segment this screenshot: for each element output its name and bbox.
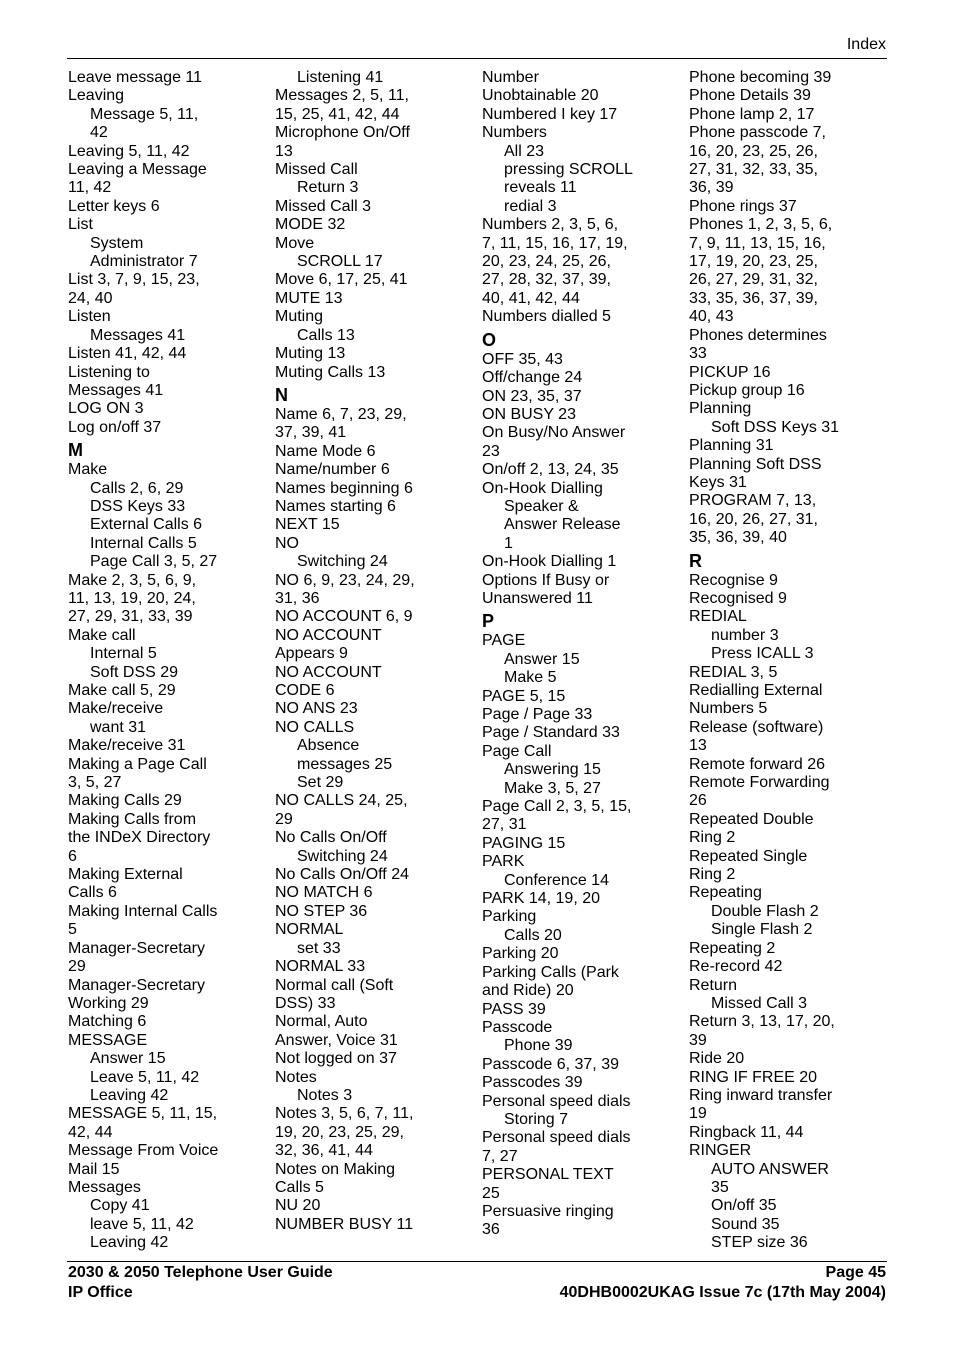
index-entry: 33, 35, 36, 37, 39, <box>689 289 818 307</box>
index-entry: Passcode 6, 37, 39 <box>482 1055 619 1073</box>
index-subentry: Switching 24 <box>297 847 388 865</box>
index-entry: Numbers 2, 3, 5, 6, <box>482 216 619 234</box>
index-letter-heading: O <box>482 329 497 350</box>
index-subentry: Notes 3 <box>297 1086 353 1104</box>
index-subentry: Press ICALL 3 <box>711 645 814 663</box>
index-entry: ON BUSY 23 <box>482 405 576 423</box>
index-entry: PAGE 5, 15 <box>482 687 566 705</box>
index-entry: Notes 3, 5, 6, 7, 11, <box>275 1105 414 1123</box>
index-entry: Listening to <box>68 363 150 381</box>
index-subentry: Single Flash 2 <box>711 921 813 939</box>
index-entry: 35, 36, 39, 40 <box>689 529 787 547</box>
index-entry: OFF 35, 43 <box>482 350 563 368</box>
index-entry: 20, 23, 24, 25, 26, <box>482 253 611 271</box>
section-header: Index <box>846 36 886 53</box>
index-entry: Making External <box>68 866 183 884</box>
index-entry: MESSAGE <box>68 1031 148 1049</box>
index-letter-heading: P <box>482 611 495 632</box>
index-subentry: External Calls 6 <box>90 516 203 534</box>
index-entry: Phone rings 37 <box>689 197 797 215</box>
index-entry: Phone passcode 7, <box>689 124 826 142</box>
index-entry: Return <box>689 976 738 994</box>
index-letter-heading: M <box>68 440 83 461</box>
index-subentry: Make 3, 5, 27 <box>504 779 601 797</box>
index-entry: Manager-Secretary <box>68 939 205 957</box>
index-subentry: Soft DSS Keys 31 <box>711 418 840 436</box>
index-entry: DSS) 33 <box>275 994 336 1012</box>
index-entry: 16, 20, 26, 27, 31, <box>689 510 818 528</box>
index-subentry: STEP size 36 <box>711 1234 808 1252</box>
index-entry: Planning Soft DSS <box>689 455 822 473</box>
index-entry: Listen <box>68 308 111 326</box>
index-entry: Off/change 24 <box>482 369 583 387</box>
index-entry: Messages <box>68 1178 141 1196</box>
index-entry: Recognised 9 <box>689 589 787 607</box>
index-entry: On-Hook Dialling 1 <box>482 553 617 571</box>
index-entry: 16, 20, 23, 25, 26, <box>689 142 818 160</box>
index-entry: Personal speed dials <box>482 1129 631 1147</box>
index-column-1 <box>68 69 268 1253</box>
header-rule <box>67 58 887 59</box>
index-entry: 27, 31, 32, 33, 35, <box>689 161 818 179</box>
index-entry: 27, 28, 32, 37, 39, <box>482 271 611 289</box>
index-entry: Page Call 2, 3, 5, 15, <box>482 798 632 816</box>
index-entry: 33 <box>689 345 707 363</box>
index-subentry: SCROLL 17 <box>297 253 383 271</box>
index-subentry: Page Call 3, 5, 27 <box>90 553 218 571</box>
index-subentry: pressing SCROLL <box>504 161 633 179</box>
index-subentry: Administrator 7 <box>90 253 198 271</box>
index-subentry: Leaving 42 <box>90 1234 169 1252</box>
index-entry: Not logged on 37 <box>275 1050 397 1068</box>
index-entry: Ring 2 <box>689 866 736 884</box>
index-entry: Repeating <box>689 884 762 902</box>
index-subentry: Conference 14 <box>504 871 609 889</box>
index-entry: 19, 20, 23, 25, 29, <box>275 1123 404 1141</box>
index-entry: NO MATCH 6 <box>275 884 373 902</box>
index-entry: Options If Busy or <box>482 571 610 589</box>
index-entry: Planning 31 <box>689 437 774 455</box>
page-number: Page 45 <box>825 1264 886 1281</box>
index-entry: Release (software) <box>689 718 824 736</box>
index-entry: NO ACCOUNT 6, 9 <box>275 608 413 626</box>
index-entry: NO ANS 23 <box>275 700 358 718</box>
index-subentry: leave 5, 11, 42 <box>90 1215 194 1233</box>
index-entry: Unanswered 11 <box>482 589 593 607</box>
index-entry: Page / Page 33 <box>482 706 593 723</box>
index-entry: 32, 36, 41, 44 <box>275 1142 373 1160</box>
index-entry: Messages 2, 5, 11, <box>275 87 409 105</box>
index-entry: 42, 44 <box>68 1123 113 1141</box>
index-entry: Ring inward transfer <box>689 1086 833 1104</box>
index-entry: Page Call <box>482 742 552 760</box>
index-entry: REDIAL <box>689 608 747 626</box>
index-entry: Appears 9 <box>275 645 348 663</box>
index-subentry: Messages 41 <box>90 326 186 344</box>
index-entry: No Calls On/Off <box>275 829 387 847</box>
index-entry: On-Hook Dialling <box>482 479 603 497</box>
index-entry: Names starting 6 <box>275 497 396 515</box>
index-entry: Names beginning 6 <box>275 479 413 497</box>
index-entry: Phone Details 39 <box>689 87 811 105</box>
index-entry: Page / Standard 33 <box>482 724 620 742</box>
index-entry: PERSONAL TEXT <box>482 1166 614 1184</box>
index-entry: Ride 20 <box>689 1050 745 1068</box>
index-entry: 36, 39 <box>689 179 734 197</box>
index-entry: Working 29 <box>68 994 149 1012</box>
index-entry: 11, 42 <box>68 179 112 197</box>
index-entry: 6 <box>68 847 77 865</box>
index-entry: Making Calls 29 <box>68 792 182 810</box>
index-entry: MESSAGE 5, 11, 15, <box>68 1105 218 1123</box>
index-entry: No Calls On/Off 24 <box>275 866 409 884</box>
index-entry: PAGE <box>482 632 526 650</box>
index-entry: 13 <box>689 737 707 755</box>
index-subentry: Missed Call 3 <box>711 994 808 1012</box>
index-entry: NUMBER BUSY 11 <box>275 1215 414 1233</box>
index-subentry: Phone 39 <box>504 1037 573 1055</box>
index-entry: Ringback 11, 44 <box>689 1123 804 1141</box>
index-entry: Mail 15 <box>68 1160 120 1178</box>
footer-left <box>68 1263 333 1303</box>
index-entry: Parking 20 <box>482 945 559 963</box>
index-entry: 40, 43 <box>689 308 734 326</box>
index-entry: Notes on Making <box>275 1160 396 1178</box>
index-entry: Manager-Secretary <box>68 976 205 994</box>
index-entry: On/off 2, 13, 24, 35 <box>482 461 619 479</box>
index-entry: 26 <box>689 792 707 810</box>
index-entry: Repeating 2 <box>689 939 776 957</box>
index-entry: RINGER <box>689 1142 752 1160</box>
footer-rule <box>67 1261 887 1262</box>
index-entry: 29 <box>68 958 86 976</box>
index-entry: NO CALLS <box>275 718 355 736</box>
index-entry: Make <box>68 461 108 479</box>
index-entry: 17, 19, 20, 23, 25, <box>689 253 818 271</box>
document-title: 2030 & 2050 Telephone User Guide <box>68 1264 333 1281</box>
index-subentry: Calls 2, 6, 29 <box>90 479 184 497</box>
index-subentry: System <box>90 234 144 252</box>
index-entry: Muting 13 <box>275 345 346 363</box>
index-entry: Make call <box>68 626 136 644</box>
index-subentry: Answering 15 <box>504 761 601 779</box>
index-entry: Microphone On/Off <box>275 124 410 142</box>
index-entry: Phone becoming 39 <box>689 69 832 86</box>
index-entry: Make call 5, 29 <box>68 682 176 699</box>
index-entry: 25 <box>482 1184 500 1202</box>
index-entry: 29 <box>275 810 293 828</box>
index-entry: Move 6, 17, 25, 41 <box>275 271 408 289</box>
footer-right <box>560 1263 886 1303</box>
index-entry: Leaving a Message <box>68 161 207 179</box>
index-entry: Answer, Voice 31 <box>275 1031 398 1049</box>
index-entry: Parking <box>482 908 537 926</box>
index-entry: Recognise 9 <box>689 571 778 589</box>
index-entry: REDIAL 3, 5 <box>689 663 778 681</box>
index-entry: PICKUP 16 <box>689 363 771 381</box>
index-entry: Leaving 5, 11, 42 <box>68 142 190 160</box>
product-name: IP Office <box>68 1284 133 1301</box>
index-subentry: Absence <box>297 737 360 755</box>
index-entry: 13 <box>275 142 293 160</box>
index-entry: Ring 2 <box>689 829 736 847</box>
index-entry: Redialling External <box>689 682 823 699</box>
index-entry: 7, 27 <box>482 1147 518 1165</box>
index-subentry: reveals 11 <box>504 179 577 197</box>
index-subentry: want 31 <box>90 718 147 736</box>
index-entry: Log on/off 37 <box>68 418 162 436</box>
index-column-3 <box>482 69 682 1240</box>
index-entry: 26, 27, 29, 31, 32, <box>689 271 818 289</box>
index-entry: 39 <box>689 1031 707 1049</box>
index-subentry: Answer 15 <box>90 1050 166 1068</box>
index-subentry: 1 <box>504 534 513 552</box>
index-entry: 37, 39, 41 <box>275 424 347 442</box>
index-subentry: Soft DSS 29 <box>90 663 179 681</box>
index-entry: NORMAL <box>275 921 344 939</box>
index-entry: Remote Forwarding <box>689 774 830 792</box>
index-entry: Phones determines <box>689 326 827 344</box>
index-subentry: 35 <box>711 1178 729 1196</box>
index-subentry: Answer Release <box>504 516 621 534</box>
index-entry: Missed Call 3 <box>275 197 372 215</box>
index-entry: Make 2, 3, 5, 6, 9, <box>68 571 197 589</box>
index-entry: Move <box>275 234 315 252</box>
index-subentry: Return 3 <box>297 179 359 197</box>
index-subentry: redial 3 <box>504 197 557 215</box>
index-entry: Pickup group 16 <box>689 381 805 399</box>
index-subentry: Leaving 42 <box>90 1086 169 1104</box>
index-entry: On Busy/No Answer <box>482 424 626 442</box>
index-entry: 24, 40 <box>68 289 113 307</box>
index-entry: 11, 13, 19, 20, 24, <box>68 589 196 607</box>
index-entry: 7, 11, 15, 16, 17, 19, <box>482 234 628 252</box>
index-entry: Numbered I key 17 <box>482 105 618 123</box>
index-entry: 27, 31 <box>482 816 527 834</box>
index-subentry: Answer 15 <box>504 650 580 668</box>
index-entry: 19 <box>689 1105 707 1123</box>
index-entry: NEXT 15 <box>275 516 340 534</box>
index-entry: Persuasive ringing <box>482 1202 614 1220</box>
index-entry: 36 <box>482 1221 500 1239</box>
index-entry: Repeated Single <box>689 847 808 865</box>
index-entry: Remote forward 26 <box>689 755 826 773</box>
index-subentry: messages 25 <box>297 755 393 773</box>
index-subentry: DSS Keys 33 <box>90 497 186 515</box>
index-entry: Phones 1, 2, 3, 5, 6, <box>689 216 833 234</box>
index-letter-heading: N <box>275 384 288 405</box>
index-entry: 27, 29, 31, 33, 39 <box>68 608 193 626</box>
index-subentry: Calls 20 <box>504 926 562 944</box>
index-entry: Normal call (Soft <box>275 976 394 994</box>
index-entry: Number <box>482 69 539 86</box>
index-entry: Unobtainable 20 <box>482 87 599 105</box>
index-entry: Muting Calls 13 <box>275 363 386 381</box>
index-entry: Parking Calls (Park <box>482 963 619 981</box>
index-entry: 31, 36 <box>275 589 320 607</box>
index-entry: Name 6, 7, 23, 29, <box>275 405 407 423</box>
index-letter-heading: R <box>689 550 702 571</box>
index-entry: 5 <box>68 921 77 939</box>
index-entry: Re-record 42 <box>689 958 783 976</box>
index-subentry: Set 29 <box>297 774 344 792</box>
index-entry: CODE 6 <box>275 682 335 699</box>
index-entry: Keys 31 <box>689 473 747 491</box>
index-entry: LOG ON 3 <box>68 400 144 418</box>
index-entry: 7, 9, 11, 13, 15, 16, <box>689 234 826 252</box>
index-entry: Numbers <box>482 124 547 142</box>
index-subentry: Double Flash 2 <box>711 902 819 920</box>
index-entry: Making a Page Call <box>68 755 207 773</box>
index-entry: NO ACCOUNT <box>275 663 382 681</box>
index-entry: Make/receive 31 <box>68 737 186 755</box>
index-entry: Numbers dialled 5 <box>482 308 611 326</box>
index-subentry: Calls 13 <box>297 326 355 344</box>
index-entry: Repeated Double <box>689 810 814 828</box>
index-entry: NO STEP 36 <box>275 902 368 920</box>
index-entry: NORMAL 33 <box>275 958 366 976</box>
index-entry: Notes <box>275 1068 317 1086</box>
index-entry: Missed Call <box>275 161 358 179</box>
index-subentry: AUTO ANSWER <box>711 1160 829 1178</box>
index-entry: Personal speed dials <box>482 1092 631 1110</box>
index-entry: Make/receive <box>68 700 164 718</box>
index-subentry: set 33 <box>297 939 341 957</box>
index-entry: Passcode <box>482 1018 553 1036</box>
index-column-4 <box>689 69 889 1253</box>
index-entry: PROGRAM 7, 13, <box>689 492 817 510</box>
index-entry: List <box>68 216 93 234</box>
index-entry: Planning <box>689 400 752 418</box>
index-entry: NO 6, 9, 23, 24, 29, <box>275 571 415 589</box>
index-entry: Leave message 11 <box>68 69 203 86</box>
index-subentry: Copy 41 <box>90 1197 150 1215</box>
index-subentry: Speaker & <box>504 497 579 515</box>
index-entry: Message From Voice <box>68 1142 219 1160</box>
index-entry: RING IF FREE 20 <box>689 1068 818 1086</box>
index-subentry: Sound 35 <box>711 1215 780 1233</box>
index-subentry: 42 <box>90 124 108 142</box>
index-entry: Numbers 5 <box>689 700 768 718</box>
index-entry: Making Calls from <box>68 810 197 828</box>
index-entry: Calls 6 <box>68 884 117 902</box>
index-subentry: Internal Calls 5 <box>90 534 197 552</box>
index-entry: NO CALLS 24, 25, <box>275 792 408 810</box>
index-entry: Calls 5 <box>275 1178 324 1196</box>
index-entry: NU 20 <box>275 1197 321 1215</box>
index-entry: Muting <box>275 308 324 326</box>
index-subentry: Storing 7 <box>504 1110 569 1128</box>
index-subentry: Leave 5, 11, 42 <box>90 1068 200 1086</box>
index-entry: Normal, Auto <box>275 1013 368 1031</box>
index-subentry: All 23 <box>504 142 545 160</box>
index-entry: PARK 14, 19, 20 <box>482 890 600 908</box>
index-column-2 <box>275 69 475 1234</box>
index-entry: Making Internal Calls <box>68 902 218 920</box>
index-entry: Name/number 6 <box>275 461 390 479</box>
index-entry: ON 23, 35, 37 <box>482 387 582 405</box>
index-subentry: Message 5, 11, <box>90 105 199 123</box>
index-entry: Letter keys 6 <box>68 197 160 215</box>
index-entry: 3, 5, 27 <box>68 774 122 792</box>
index-entry: Phone lamp 2, 17 <box>689 105 815 123</box>
index-subentry: Internal 5 <box>90 645 157 663</box>
index-entry: Name Mode 6 <box>275 442 376 460</box>
index-entry: 40, 41, 42, 44 <box>482 289 580 307</box>
index-entry: Passcodes 39 <box>482 1074 583 1092</box>
index-entry: PARK <box>482 853 525 871</box>
document-issue: 40DHB0002UKAG Issue 7c (17th May 2004) <box>559 1284 886 1301</box>
index-entry: MODE 32 <box>275 216 346 234</box>
index-entry: 23 <box>482 442 500 460</box>
index-entry: MUTE 13 <box>275 289 343 307</box>
index-subentry: Make 5 <box>504 669 557 687</box>
index-subentry: On/off 35 <box>711 1197 777 1215</box>
index-entry: List 3, 7, 9, 15, 23, <box>68 271 200 289</box>
index-entry: NO <box>275 534 299 552</box>
index-entry: Return 3, 13, 17, 20, <box>689 1013 835 1031</box>
index-entry: PAGING 15 <box>482 834 566 852</box>
index-entry: Matching 6 <box>68 1013 147 1031</box>
index-entry: Messages 41 <box>68 381 164 399</box>
index-entry: and Ride) 20 <box>482 982 574 1000</box>
index-entry: Leaving <box>68 87 125 105</box>
index-entry: 15, 25, 41, 42, 44 <box>275 105 400 123</box>
index-entry: NO ACCOUNT <box>275 626 382 644</box>
index-entry: PASS 39 <box>482 1000 546 1018</box>
index-subentry: Listening 41 <box>297 69 384 86</box>
index-entry: the INDeX Directory <box>68 829 211 847</box>
index-entry: Listen 41, 42, 44 <box>68 345 187 363</box>
index-subentry: number 3 <box>711 626 779 644</box>
index-subentry: Switching 24 <box>297 553 388 571</box>
